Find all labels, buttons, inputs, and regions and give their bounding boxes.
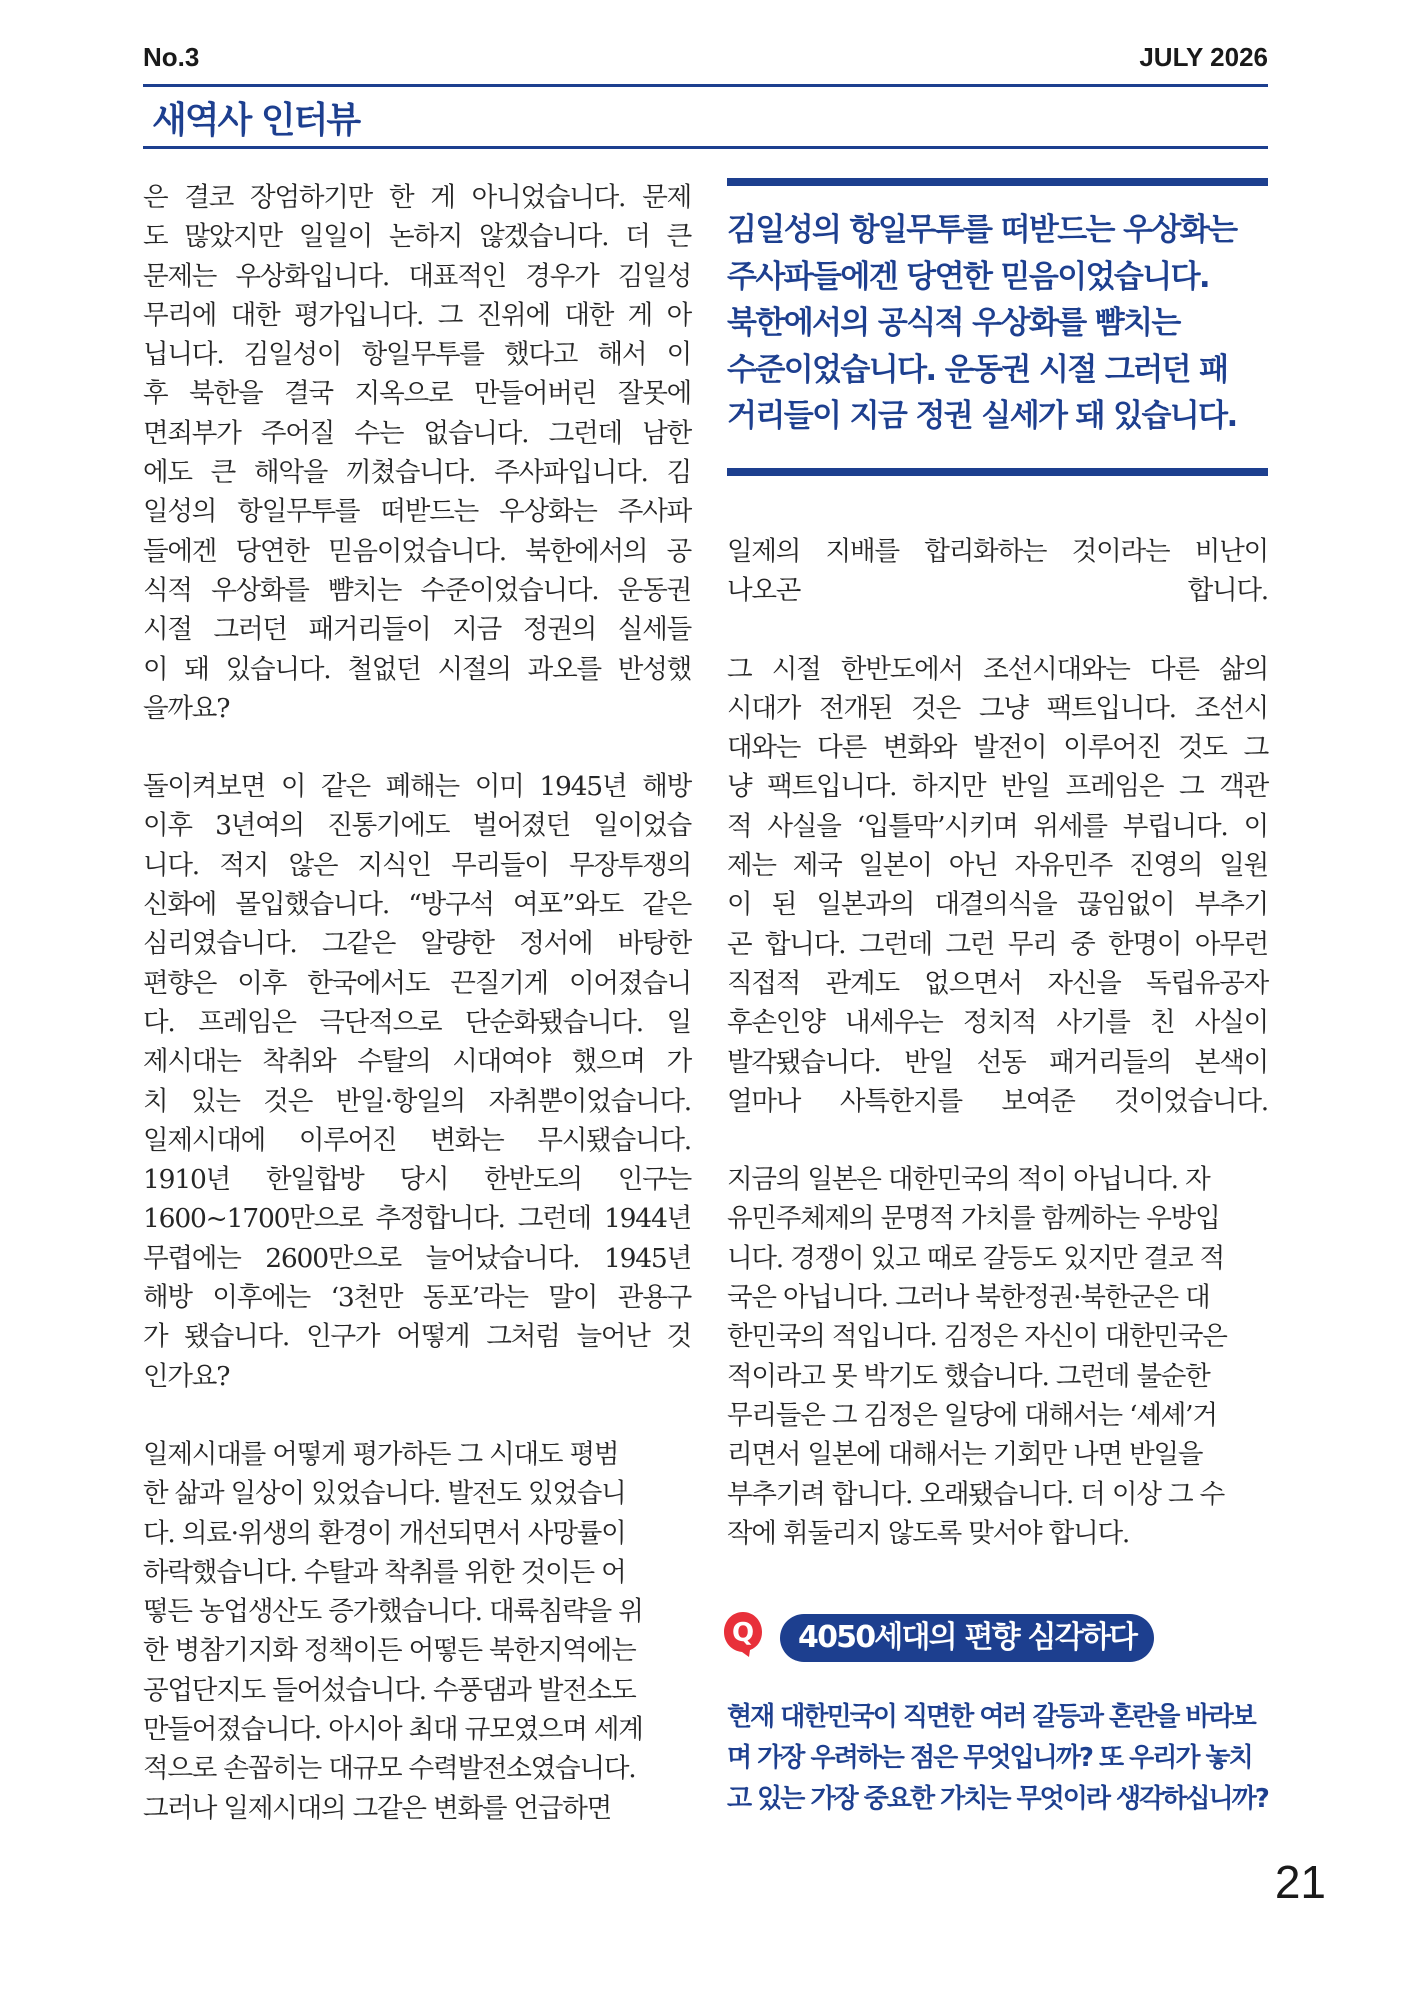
body-paragraph [143, 767, 691, 1396]
body-line: 얼마나 사특한지를 보여준 것이었습니다. [727, 1085, 1268, 1117]
body-line: 돌이켜보면 이 같은 폐해는 이미 1945년 해방 [143, 771, 691, 803]
body-line: 시절 그러던 패거리들이 지금 정권의 실세들 [143, 614, 691, 646]
body-line: 대와는 다른 변화와 발전이 이루어진 것도 그 [727, 732, 1268, 764]
body-line: 이 된 일본과의 대결의식을 끊임없이 부추기 [727, 889, 1268, 921]
body-line: 도 많았지만 일일이 논하지 않겠습니다. 더 큰 [143, 221, 691, 253]
page-number: 21 [1274, 1856, 1326, 1908]
pull-quote [727, 207, 1268, 440]
body-line: 적 사실을 ‘입틀막’시키며 위세를 부립니다. 이 [727, 810, 1268, 842]
issue-number: No.3 [143, 42, 200, 72]
question-line: 며 가장 우려하는 점은 무엇입니까? 또 우리가 놓치 [727, 1743, 1252, 1773]
body-line: 일성의 항일무투를 떠받드는 우상화는 주사파 [143, 496, 691, 528]
body-line: 그 시절 한반도에서 조선시대와는 다른 삶의 [727, 653, 1268, 685]
body-line: 해방 이후에는 ‘3천만 동포’라는 말이 관용구 [143, 1282, 691, 1314]
pull-quote-top-rule [727, 178, 1268, 186]
question-line: 고 있는 가장 중요한 가치는 무엇이라 생각하십니까? [727, 1784, 1268, 1814]
section-title: 새역사 인터뷰 [152, 100, 360, 141]
question-heading: 4050세대의 편향 심각하다 [780, 1614, 1154, 1662]
body-line: 일제시대를 어떻게 평가하든 그 시대도 평범 [143, 1438, 619, 1470]
body-line: 하락했습니다. 수탈과 착취를 위한 것이든 어 [143, 1556, 626, 1588]
pull-quote-line: 김일성의 항일무투를 떠받드는 우상화는 [727, 212, 1237, 248]
pull-quote-bottom-rule [727, 468, 1268, 476]
question-line: 현재 대한민국이 직면한 여러 갈등과 혼란을 바라보 [727, 1702, 1255, 1732]
pull-quote-line: 북한에서의 공식적 우상화를 뺨치는 [727, 305, 1180, 341]
body-line: 곤 합니다. 그런데 그런 무리 중 한명이 아무런 [727, 928, 1268, 960]
body-line: 시대가 전개된 것은 그냥 팩트입니다. 조선시 [727, 692, 1268, 724]
body-line: 닙니다. 김일성이 항일무투를 했다고 해서 이 [143, 339, 691, 371]
question-text [727, 1697, 1268, 1820]
body-line: 다. 프레임은 극단적으로 단순화됐습니다. 일 [143, 1006, 691, 1038]
body-line: 무리들은 그 김정은 일당에 대해서는 ‘셰셰’거 [727, 1399, 1217, 1431]
body-line: 리면서 일본에 대해서는 기회만 나면 반일을 [727, 1439, 1203, 1471]
body-line: 면죄부가 주어질 수는 없습니다. 그런데 남한 [143, 417, 691, 449]
right-column [727, 532, 1268, 1553]
body-line: 다. 의료·위생의 환경이 개선되면서 사망률이 [143, 1517, 626, 1549]
question-badge-icon [722, 1610, 764, 1658]
pull-quote-line: 수준이었습니다. 운동권 시절 그러던 패 [727, 351, 1228, 388]
body-line: 한 삶과 일상이 있었습니다. 발전도 있었습니 [143, 1478, 626, 1510]
body-line: 가 됐습니다. 인구가 어떻게 그처럼 늘어난 것 [143, 1321, 691, 1353]
body-line: 1910년 한일합방 당시 한반도의 인구는 [143, 1164, 691, 1196]
body-line: 들에겐 당연한 믿음이었습니다. 북한에서의 공 [143, 535, 691, 567]
body-line: 지금의 일본은 대한민국의 적이 아닙니다. 자 [727, 1164, 1210, 1196]
body-line: 문제는 우상화입니다. 대표적인 경우가 김일성 [143, 260, 691, 292]
body-line: 니다. 경쟁이 있고 때로 갈등도 있지만 결코 적 [727, 1242, 1224, 1274]
body-line: 제시대는 착취와 수탈의 시대여야 했으며 가 [143, 1046, 691, 1078]
pull-quote-line: 거리들이 지금 정권 실세가 돼 있습니다. [727, 398, 1237, 434]
body-line: 1600~1700만으로 추정합니다. 그런데 1944년 [143, 1203, 691, 1235]
body-line: 작에 휘둘리지 않도록 맞서야 합니다. [727, 1517, 1130, 1549]
body-paragraph [727, 1160, 1268, 1553]
body-line: 은 결코 장엄하기만 한 게 아니었습니다. 문제 [143, 182, 691, 213]
body-line: 을까요? [143, 692, 230, 724]
body-line: 후 북한을 결국 지옥으로 만들어버린 잘못에 [143, 378, 691, 410]
body-paragraph [727, 650, 1268, 1122]
body-line: 적이라고 못 박기도 했습니다. 그런데 불순한 [727, 1360, 1210, 1392]
body-line: 무리에 대한 평가입니다. 그 진위에 대한 게 아 [143, 299, 691, 331]
body-line: 에도 큰 해악을 끼쳤습니다. 주사파입니다. 김 [143, 457, 691, 489]
body-line: 국은 아닙니다. 그러나 북한정권·북한군은 대 [727, 1282, 1210, 1314]
question-badge-letter: Q [731, 1618, 755, 1648]
body-line: 무렵에는 2600만으로 늘어났습니다. 1945년 [143, 1242, 691, 1274]
header-rule [143, 84, 1268, 87]
body-line: 후손인양 내세우는 정치적 사기를 친 사실이 [727, 1007, 1268, 1039]
body-line: 이 돼 있습니다. 철없던 시절의 과오를 반성했 [143, 653, 691, 685]
body-line: 공업단지도 들어섰습니다. 수풍댐과 발전소도 [143, 1674, 636, 1706]
body-line: 떻든 농업생산도 증가했습니다. 대륙침략을 위 [143, 1596, 643, 1628]
body-line: 이후 3년여의 진통기에도 벌어졌던 일이었습 [143, 810, 691, 842]
body-paragraph [727, 532, 1268, 611]
pull-quote-line: 주사파들에겐 당연한 믿음이었습니다. [727, 258, 1210, 295]
body-paragraph [143, 1435, 691, 1828]
body-line: 제는 제국 일본이 아닌 자유민주 진영의 일원 [727, 850, 1268, 882]
body-paragraph [143, 178, 691, 728]
body-line: 그러나 일제시대의 그같은 변화를 언급하면 [143, 1792, 612, 1824]
body-line: 직접적 관계도 없으면서 자신을 독립유공자 [727, 967, 1268, 999]
body-line: 만들어졌습니다. 아시아 최대 규모였으며 세계 [143, 1713, 643, 1745]
body-line: 유민주체제의 문명적 가치를 함께하는 우방입 [727, 1203, 1220, 1235]
body-line: 인가요? [143, 1360, 230, 1392]
issue-date: JULY 2026 [1139, 42, 1268, 72]
body-line: 적으로 손꼽히는 대규모 수력발전소였습니다. [143, 1753, 636, 1785]
body-line: 편향은 이후 한국에서도 끈질기게 이어졌습니 [143, 967, 691, 999]
body-line: 치 있는 것은 반일·항일의 자취뿐이었습니다. [143, 1085, 691, 1117]
body-line: 발각됐습니다. 반일 선동 패거리들의 본색이 [727, 1046, 1268, 1078]
left-column [143, 178, 691, 1828]
body-line: 냥 팩트입니다. 하지만 반일 프레임은 그 객관 [727, 771, 1268, 803]
body-line: 심리였습니다. 그같은 알량한 정서에 바탕한 [143, 928, 691, 960]
body-line: 나오곤 합니다. [727, 575, 1268, 607]
body-line: 한 병참기지화 정책이든 어떻든 북한지역에는 [143, 1635, 636, 1667]
section-rule [143, 146, 1268, 149]
body-line: 니다. 적지 않은 지식인 무리들이 무장투쟁의 [143, 849, 691, 881]
body-line: 일제시대에 이루어진 변화는 무시됐습니다. [143, 1124, 691, 1156]
body-line: 식적 우상화를 뺨치는 수준이었습니다. 운동권 [143, 574, 691, 606]
body-line: 신화에 몰입했습니다. “방구석 여포”와도 같은 [143, 889, 691, 921]
body-line: 한민국의 적입니다. 김정은 자신이 대한민국은 [727, 1321, 1227, 1353]
body-line: 일제의 지배를 합리화하는 것이라는 비난이 [727, 536, 1268, 567]
body-line: 부추기려 합니다. 오래됐습니다. 더 이상 그 수 [727, 1478, 1224, 1510]
